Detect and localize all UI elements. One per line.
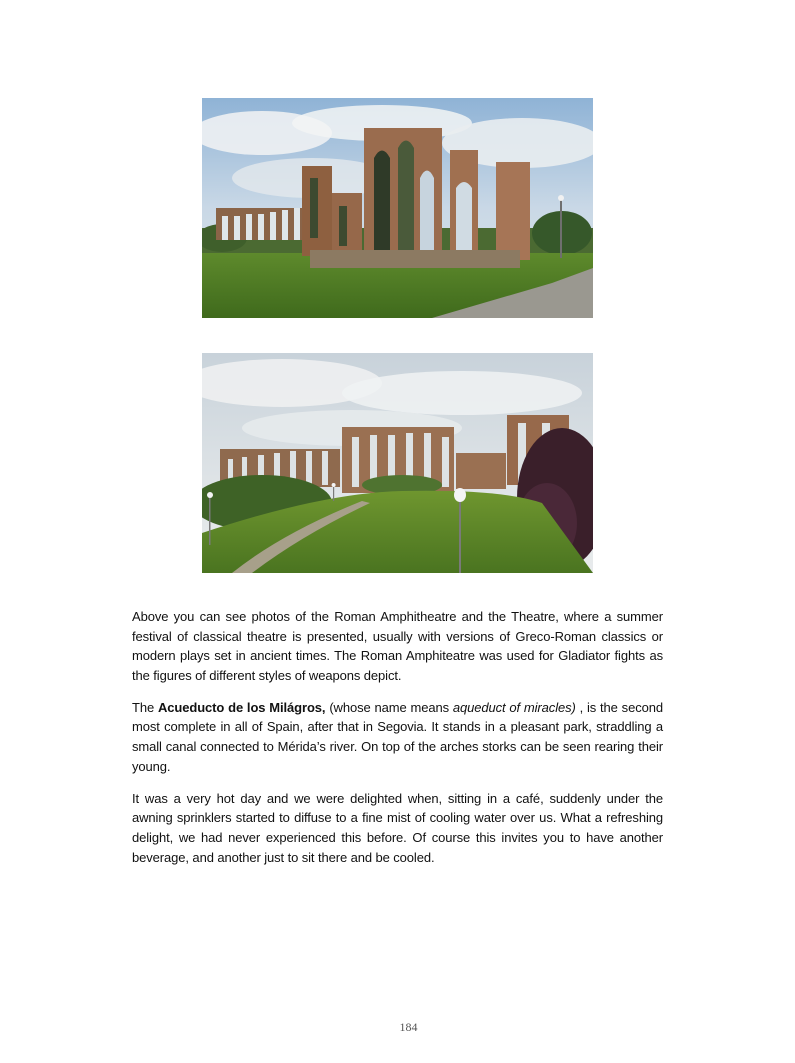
aqueduct-meaning: aqueduct of miracles) xyxy=(452,699,576,715)
paragraph-aqueduct xyxy=(132,698,663,776)
paragraph-aqueduct-intro: The xyxy=(132,699,158,715)
paragraph-amphitheatre: Above you can see photos of the Roman Amphitheatre and the Theatre, where a summer festival of classical theatre is presented, usually with versions of Greco-Roman classics or modern plays set in ancient times. The Roman Amphiteatre was used for Gladiator fights as the figures of different styles of weapons depict. xyxy=(132,609,663,683)
aqueduct-photo-1 xyxy=(202,98,593,318)
page-number: 184 xyxy=(399,1020,418,1034)
paragraph-cafe: It was a very hot day and we were delighted when, sitting in a café, suddenly under the awning sprinklers started to diffuse to a fine mist of cooling water over us. What a refreshing delight, we had never experienced this before. Of course this invites you to have another beverage, and another just to sit there and be cooled. xyxy=(132,790,663,865)
paragraph-aqueduct-rest: , is the second most complete in all of Spain, after that in Segovia. It stands in a pleasant park, straddling a small canal connected to Mérida’s river. On top of the arches storks can be seen rearing their young. xyxy=(132,699,663,774)
aqueduct-photo-2 xyxy=(202,353,593,573)
paragraph-aqueduct-mid: (whose name means xyxy=(325,699,453,715)
aqueduct-name: Acueducto de los Milágros, xyxy=(157,699,326,715)
body-text xyxy=(132,607,663,880)
